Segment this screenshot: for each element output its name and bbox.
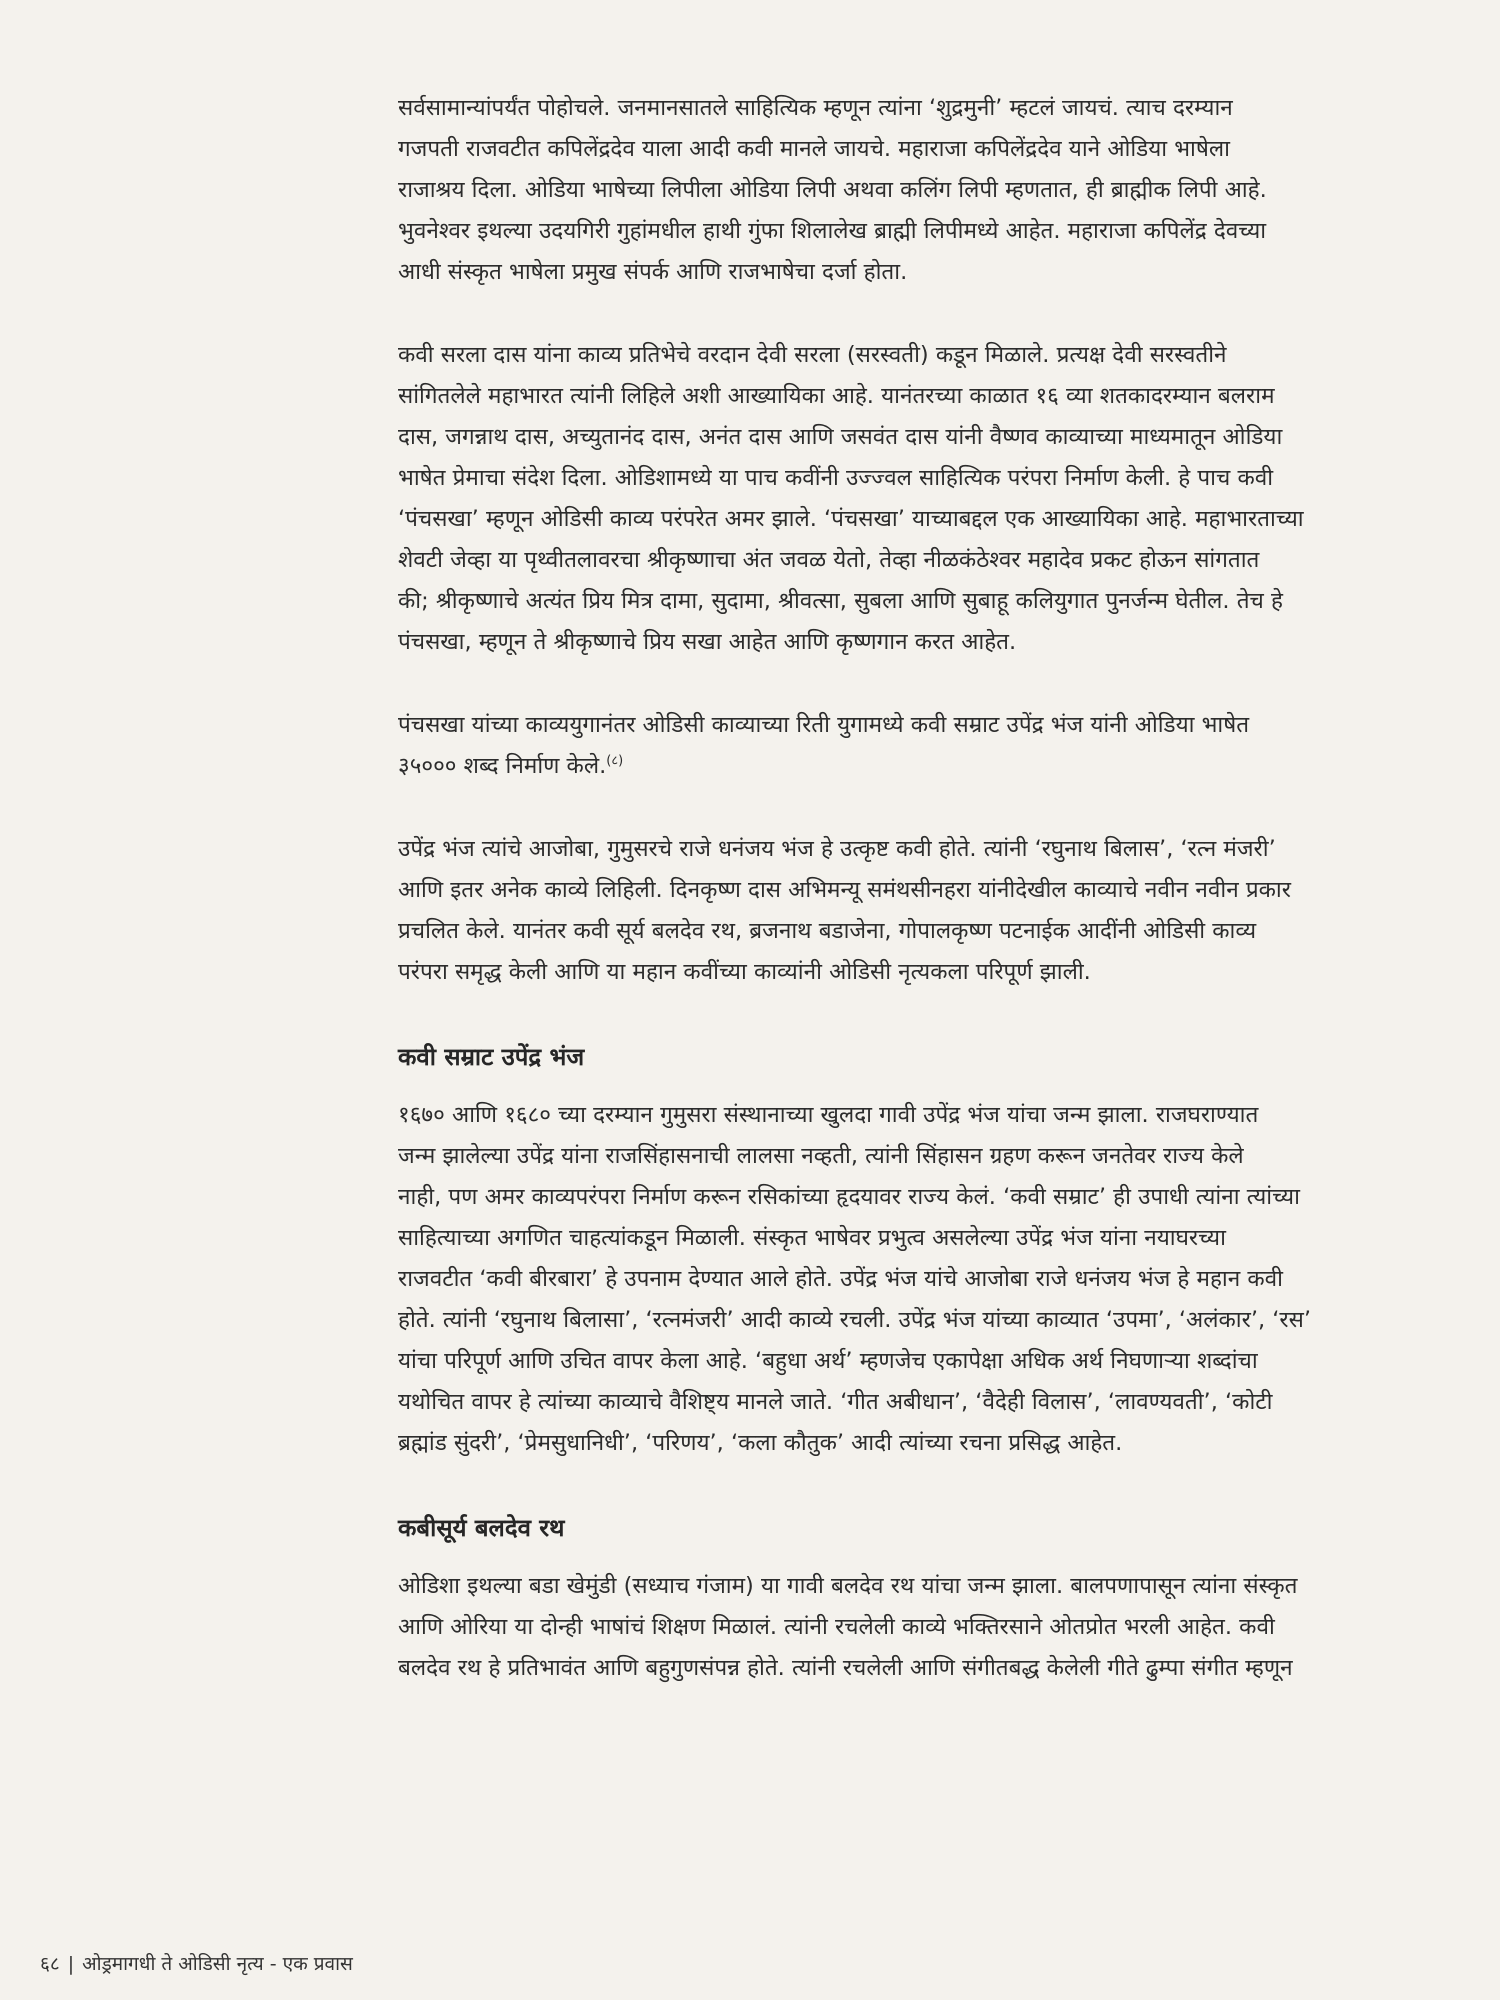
text-line: १६७० आणि १६८० च्या दरम्यान गुमुसरा संस्थानाच्या खुलदा गावी उपेंद्र भंज यांचा जन्म झाला. राजघराण्यात bbox=[398, 1102, 1259, 1128]
text-line: ब्रह्मांड सुंदरी’, ‘प्रेमसुधानिधी’, ‘परिणय’, ‘कला कौतुक’ आदी त्यांच्या रचना प्रसिद्ध आहेत. bbox=[398, 1430, 1123, 1456]
text-line: ओडिशा इथल्या बडा खेमुंडी (सध्याच गंजाम) या गावी बलदेव रथ यांचा जन्म झाला. बालपणापासून त्यांना संस्कृत bbox=[398, 1573, 1298, 1599]
page-footer bbox=[40, 1950, 353, 1976]
text-line: आधी संस्कृत भाषेला प्रमुख संपर्क आणि राजभाषेचा दर्जा होता. bbox=[398, 259, 908, 285]
text-line: सर्वसामान्यांपर्यंत पोहोचले. जनमानसातले साहित्यिक म्हणून त्यांना ‘शुद्रमुनी’ म्हटलं जायचं. त्याच दरम्यान bbox=[398, 95, 1233, 121]
section-heading-baldev-rath: कबीसूर्य बलदेव रथ bbox=[398, 1514, 565, 1542]
text-line: पंचसखा यांच्या काव्ययुगानंतर ओडिसी काव्याच्या रिती युगामध्ये कवी सम्राट उपेंद्र भंज यांनी ओडिया भाषेत bbox=[398, 712, 1250, 738]
text-line: पंचसखा, म्हणून ते श्रीकृष्णाचे प्रिय सखा आहेत आणि कृष्णगान करत आहेत. bbox=[398, 629, 1017, 655]
text-line: आणि इतर अनेक काव्ये लिहिली. दिनकृष्ण दास अभिमन्यू समंथसीनहरा यांनीदेखील काव्याचे नवीन नवीन प्रकार bbox=[398, 877, 1291, 903]
text-line: होते. त्यांनी ‘रघुनाथ बिलासा’, ‘रत्नमंजरी’ आदी काव्ये रचली. उपेंद्र भंज यांच्या काव्यात ‘उपमा’, ‘अलंकार’, ‘रस’ bbox=[398, 1307, 1311, 1333]
text-line: भाषेत प्रेमाचा संदेश दिला. ओडिशामध्ये या पाच कवींनी उज्ज्वल साहित्यिक परंपरा निर्माण केली. हे पाच कवी bbox=[398, 465, 1274, 491]
page-content bbox=[398, 88, 1466, 1689]
text-line: ‘पंचसखा’ म्हणून ओडिसी काव्य परंपरेत अमर झाले. ‘पंचसखा’ याच्याबद्दल एक आख्यायिका आहे. महाभारताच्या bbox=[398, 506, 1304, 532]
section-heading-upendra-bhanj: कवी सम्राट उपेंद्र भंज bbox=[398, 1043, 585, 1071]
paragraph-3 bbox=[398, 705, 1466, 787]
text-line-with-footnote bbox=[398, 746, 1466, 787]
text-line: उपेंद्र भंज त्यांचे आजोबा, गुमुसरचे राजे धनंजय भंज हे उत्कृष्ट कवी होते. त्यांनी ‘रघुनाथ बिलास’, ‘रत्न मंजरी’ bbox=[398, 836, 1276, 862]
text-line: भुवनेश्वर इथल्या उदयगिरी गुहांमधील हाथी गुंफा शिलालेख ब्राह्मी लिपीमध्ये आहेत. महाराजा कपिलेंद्र देवच्या bbox=[398, 218, 1267, 244]
text-line: साहित्याच्या अगणित चाहत्यांकडून मिळाली. संस्कृत भाषेवर प्रभुत्व असलेल्या उपेंद्र भंज यांना नयाघरच्या bbox=[398, 1225, 1226, 1251]
text-line: बलदेव रथ हे प्रतिभावंत आणि बहुगुणसंपन्न होते. त्यांनी रचलेली आणि संगीतबद्ध केलेली गीते ढुम्पा संगीत म्हणून bbox=[398, 1655, 1293, 1681]
footnote-marker: (८) bbox=[606, 753, 624, 769]
footer-separator: | bbox=[67, 1953, 75, 1975]
text-line: राजाश्रय दिला. ओडिया भाषेच्या लिपीला ओडिया लिपी अथवा कलिंग लिपी म्हणतात, ही ब्राह्मीक लिपी आहे. bbox=[398, 177, 1267, 203]
paragraph-2 bbox=[398, 335, 1466, 663]
text-line: राजवटीत ‘कवी बीरबारा’ हे उपनाम देण्यात आले होते. उपेंद्र भंज यांचे आजोबा राजे धनंजय भंज हे महान कवी bbox=[398, 1266, 1284, 1292]
text-line: यथोचित वापर हे त्यांच्या काव्याचे वैशिष्ट्य मानले जाते. ‘गीत अबीधान’, ‘वैदेही विलास’, ‘लावण्यवती’, ‘कोटी bbox=[398, 1389, 1273, 1415]
text-line: दास, जगन्नाथ दास, अच्युतानंद दास, अनंत दास आणि जसवंत दास यांनी वैष्णव काव्याच्या माध्यमातून ओडिया bbox=[398, 424, 1283, 450]
text-line: आणि ओरिया या दोन्ही भाषांचं शिक्षण मिळालं. त्यांनी रचलेली काव्ये भक्तिरसाने ओतप्रोत भरली आहेत. कवी bbox=[398, 1614, 1275, 1640]
page-number: ६८ bbox=[40, 1953, 60, 1975]
text-line: नाही, पण अमर काव्यपरंपरा निर्माण करून रसिकांच्या हृदयावर राज्य केलं. ‘कवी सम्राट’ ही उपाधी त्यांना त्यांच्या bbox=[398, 1184, 1300, 1210]
paragraph-6 bbox=[398, 1566, 1466, 1689]
text-line: परंपरा समृद्ध केली आणि या महान कवींच्या काव्यांनी ओडिसी नृत्यकला परिपूर्ण झाली. bbox=[398, 959, 1091, 985]
paragraph-4 bbox=[398, 829, 1466, 993]
text-line: शेवटी जेव्हा या पृथ्वीतलावरचा श्रीकृष्णाचा अंत जवळ येतो, तेव्हा नीळकंठेश्वर महादेव प्रकट होऊन सांगतात bbox=[398, 547, 1260, 573]
paragraph-5 bbox=[398, 1095, 1466, 1464]
text-line: कवी सरला दास यांना काव्य प्रतिभेचे वरदान देवी सरला (सरस्वती) कडून मिळाले. प्रत्यक्ष देवी सरस्वतीने bbox=[398, 342, 1227, 368]
text-line: यांचा परिपूर्ण आणि उचित वापर केला आहे. ‘बहुधा अर्थ’ म्हणजेच एकापेक्षा अधिक अर्थ निघणाऱ्या शब्दांचा bbox=[398, 1348, 1258, 1374]
text-line: सांगितलेले महाभारत त्यांनी लिहिले अशी आख्यायिका आहे. यानंतरच्या काळात १६ व्या शतकादरम्यान बलराम bbox=[398, 383, 1275, 409]
text-line: जन्म झालेल्या उपेंद्र यांना राजसिंहासनाची लालसा नव्हती, त्यांनी सिंहासन ग्रहण करून जनतेवर राज्य केले bbox=[398, 1143, 1244, 1169]
text-line: प्रचलित केले. यानंतर कवी सूर्य बलदेव रथ, ब्रजनाथ बडाजेना, गोपालकृष्ण पटनाईक आदींनी ओडिसी काव्य bbox=[398, 918, 1257, 944]
text-line: की; श्रीकृष्णाचे अत्यंत प्रिय मित्र दामा, सुदामा, श्रीवत्सा, सुबला आणि सुबाहू कलियुगात पुनर्जन्म घेतील. तेच हे bbox=[398, 588, 1283, 614]
paragraph-1 bbox=[398, 88, 1466, 293]
text-line-text: ३५००० शब्द निर्माण केले. bbox=[398, 753, 607, 779]
book-title: ओड्रमागधी ते ओडिसी नृत्य - एक प्रवास bbox=[82, 1953, 353, 1975]
text-line: गजपती राजवटीत कपिलेंद्रदेव याला आदी कवी मानले जायचे. महाराजा कपिलेंद्रदेव याने ओडिया भाषेला bbox=[398, 136, 1230, 162]
